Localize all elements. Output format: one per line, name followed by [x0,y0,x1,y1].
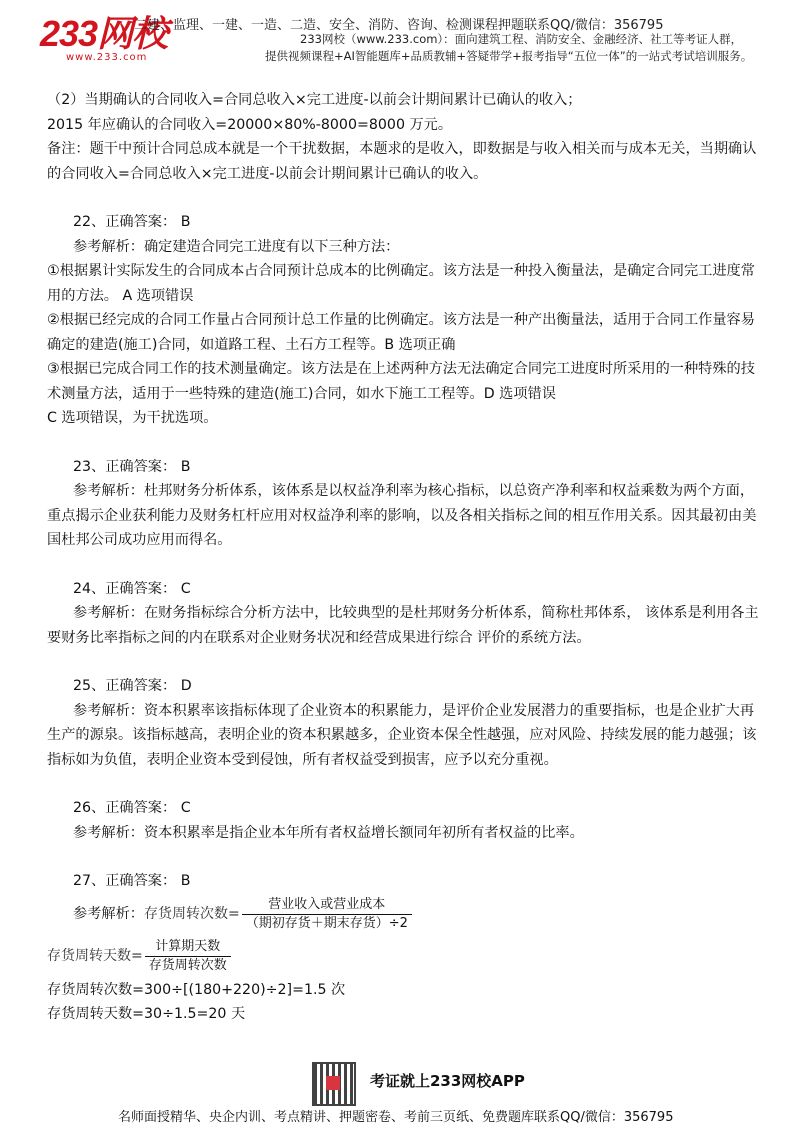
q23-explanation: 参考解析：杜邦财务分析体系，该体系是以权益净利率为核心指标，以总资产净利率和权益乘数为两个方面，重点揭示企业获利能力及财务杠杆应用对权益净利率的影响，以及各相关指标之间的相互作用关系。因其最初由美国杜邦公司成功应用而得名。 [47,483,757,548]
q22-answer-title: 22、正确答案： B [73,214,191,230]
turnover-times-calc: 存货周转次数=300÷[(180+220)÷2]=1.5 次 [47,981,346,998]
q22-option-c-note: C 选项错误，为干扰选项。 [47,410,218,426]
qr-code-icon[interactable] [312,1062,356,1106]
page-footer [0,1060,800,1131]
q23-answer-title: 23、正确答案： B [73,458,191,475]
footer-contact-line: 名师面授精华、央企内训、考点精讲、押题密卷、考前三页纸、免费题库联系QQ/微信：356795 [118,1110,674,1125]
fraction-numerator: 营业收入或营业成本 [268,897,386,912]
revenue-formula-line: （2）当期确认的合同收入=合同总收入×完工进度-以前会计期间累计已确认的收入； [47,92,582,108]
turnover-times-formula [73,894,759,936]
page-header [0,0,800,75]
turnover-times-label: 存货周转次数= [143,906,240,923]
q26-answer-title: 26、正确答案： C [73,800,191,816]
brand-logo[interactable]: 233网校 [40,13,168,54]
brand-url: www.233.com [66,52,148,63]
revenue-calc-line: 2015 年应确认的合同收入=20000×80%-8000=8000 万元。 [47,116,453,133]
q24-answer-title: 24、正确答案： C [73,580,191,597]
fraction-denominator: 存货周转次数 [145,956,231,975]
q22-method-1: ①根据累计实际发生的合同成本占合同预计总成本的比例确定。该方法是一种投入衡量法，是确定合同完工进度常用的方法。 A 选项错误 [47,263,755,304]
turnover-times-fraction [242,896,412,933]
q22-method-3: ③根据已完成合同工作的技术测量确定。该方法是在上述两种方法无法确定合同完工进度时所采用的一种特殊的技术测量方法，适用于一些特殊的建造(施工)合同，如水下施工工程等。D 选项错误 [47,361,755,402]
turnover-days-calc: 存货周转天数=30÷1.5=20 天 [47,1006,246,1022]
q25-explanation: 参考解析：资本积累率该指标体现了企业资本的积累能力，是评价企业发展潜力的重要指标，也是企业扩大再生产的源泉。该指标越高，表明企业的资本积累越多，企业资本保全性越强，应对风险、持续发展的能力越强；该指标如为负值，表明企业资本受到侵蚀，所有者权益受到损害，应予以充分重视。 [47,702,757,768]
q27-answer-title: 27、正确答案： B [73,873,191,889]
header-services-line: 提供视频课程+AI智能题库+品质教辅+答疑带学+报考指导“五位一体”的一站式考试培训服务。 [265,49,753,63]
header-intro-line: 233网校（www.233.com）：面向建筑工程、消防安全、金融经济、社工等考证人群， [300,32,743,46]
turnover-days-label: 存货周转天数= [47,948,143,965]
turnover-days-formula [47,936,759,978]
answer-content [47,88,759,1027]
q26-explanation: 参考解析：资本积累率是指企业本年所有者权益增长额同年初所有者权益的比率。 [73,824,584,841]
fraction-numerator: 计算期天数 [155,939,221,954]
q24-explanation: 参考解析：在财务指标综合分析方法中，比较典型的是杜邦财务分析体系，简称杜邦体系， 该体系是利用各主要财务比率指标之间的内在联系对企业财务状况和经营成果进行综合 评价的系统方法。 [47,605,759,646]
app-promo[interactable]: 考证就上233网校APP [370,1072,525,1090]
turnover-days-fraction [145,938,231,975]
header-contact-line: 二建、监理、一建、一造、二造、安全、消防、咨询、检测课程押题联系QQ/微信：356795 [134,18,664,33]
q27-intro: 参考解析： [73,906,144,923]
q22-intro: 参考解析：确定建造合同完工进度有以下三种方法： [73,238,400,255]
q22-method-2: ②根据已经完成的合同工作量占合同预计总工作量的比例确定。该方法是一种产出衡量法，适用于合同工作量容易确定的建造(施工)合同，如道路工程、土石方工程等。B 选项正确 [47,312,755,353]
revenue-note: 备注：题干中预计合同总成本就是一个干扰数据，本题求的是收入，即数据是与收入相关而与成本无关，当期确认的合同收入=合同总收入×完工进度-以前会计期间累计已确认的收入。 [47,141,757,182]
fraction-denominator: （期初存货＋期末存货）÷2 [242,914,412,933]
q25-answer-title: 25、正确答案： D [73,678,192,694]
